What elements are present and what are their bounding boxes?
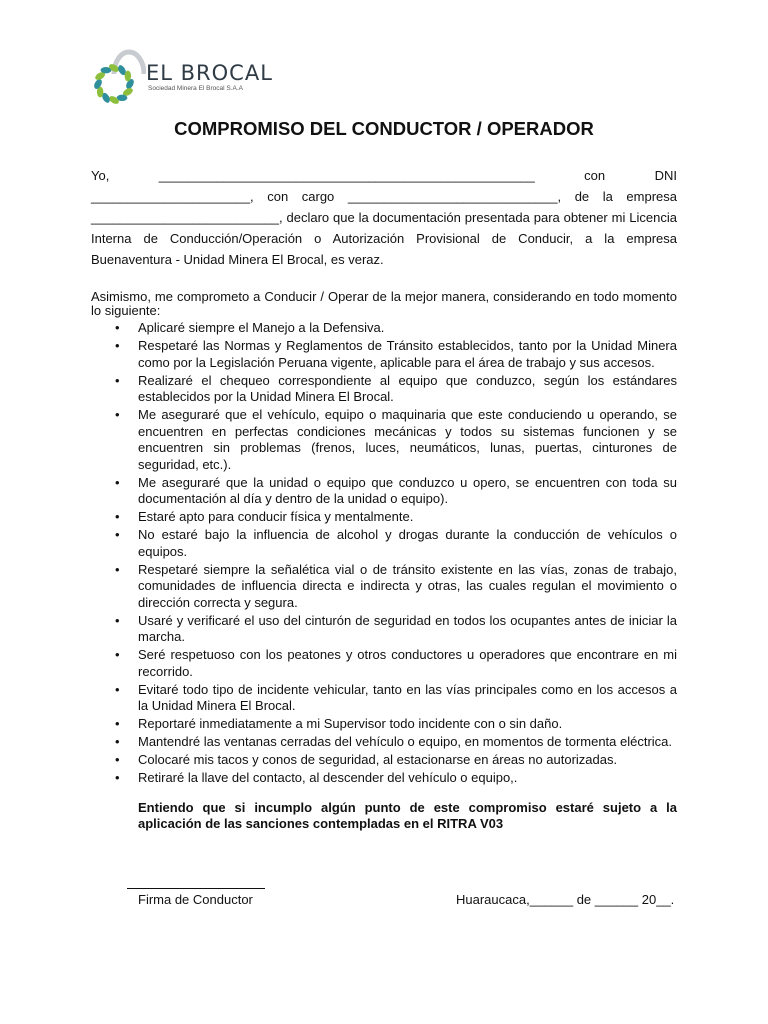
name-blank: ____________________________________________________ — [158, 168, 535, 183]
list-item: • Mantendré las ventanas cerradas del vehículo o equipo, en momentos de tormenta eléctrica. — [138, 734, 677, 751]
asimismo-paragraph: Asimismo, me comprometo a Conducir / Operar de la mejor manera, considerando en todo momento lo siguiente: — [91, 289, 677, 318]
list-item: • Respetaré las Normas y Reglamentos de Tránsito establecidos, tanto por la Unidad Minera como por la Legislación Peruana vigente, aplicable para el área de trabajo y sus accesos. — [138, 338, 677, 371]
cargo-blank: _____________________________, — [347, 189, 562, 204]
list-item: • Usaré y verificaré el uso del cinturón de seguridad en todos los ocupantes antes de iniciar la marcha. — [138, 613, 677, 646]
list-item: • Respetaré siempre la señalética vial o de tránsito existente en las vías, zonas de trabajo, comunidades de influencia directa e indirecta y otras, las cuales regulan el movimiento o dirección correcta y segura. — [138, 562, 677, 612]
commitment-list — [91, 320, 677, 787]
intro-word: DNI — [654, 168, 677, 183]
dni-blank: ______________________, — [91, 189, 254, 204]
list-item: • Seré respetuoso con los peatones y otros conductores u operadores que encontrare en mi recorrido. — [138, 647, 677, 680]
list-item: • Colocaré mis tacos y conos de seguridad, al estacionarse en áreas no autorizadas. — [138, 752, 677, 769]
brocal-emblem-icon — [90, 44, 146, 110]
intro-line-2 — [91, 186, 677, 207]
company-logo — [90, 44, 290, 110]
intro-word: Yo, — [91, 168, 110, 183]
list-item: • Reportaré inmediatamente a mi Supervisor todo incidente con o sin daño. — [138, 716, 677, 733]
logo-name: EL BROCAL — [146, 61, 273, 85]
intro-word: la — [602, 189, 613, 204]
conclusion-paragraph: Entiendo que si incumplo algún punto de este compromiso estaré sujeto a la aplicación de las sanciones contempladas en el RITRA V03 — [138, 799, 677, 831]
intro-word: empresa — [626, 189, 677, 204]
emblem-petal — [125, 71, 131, 82]
intro-word: con — [267, 189, 289, 204]
list-item: • No estaré bajo la influencia de alcohol y drogas durante la conducción de vehículos o equipos. — [138, 527, 677, 560]
page-title: COMPROMISO DEL CONDUCTOR / OPERADOR — [174, 118, 594, 139]
list-item: • Retiraré la llave del contacto, al descender del vehículo o equipo,. — [138, 770, 677, 787]
list-item: • Realizaré el chequeo correspondiente al equipo que conduzco, según los estándares establecidos por la Unidad Minera El Brocal. — [138, 373, 677, 406]
intro-paragraph — [91, 165, 677, 270]
place-date: Huaraucaca,______ de ______ 20__. — [456, 892, 675, 907]
intro-word: cargo — [301, 189, 335, 204]
intro-line-1 — [91, 165, 677, 186]
signature-line — [127, 888, 265, 889]
signature-label: Firma de Conductor — [138, 892, 253, 907]
list-item: • Me aseguraré que el vehículo, equipo o maquinaria que este conduciendo u operando, se encuentren en perfectas condiciones mecánicas y todos su sistemas funcionen y se encuentren sin problemas (frenos, luces, neumáticos, lunas, puertas, cinturones de seguridad, etc.). — [138, 407, 677, 473]
logo-subtitle: Sociedad Minera El Brocal S.A.A — [148, 85, 244, 92]
intro-word: con — [584, 168, 606, 183]
intro-word: de — [574, 189, 590, 204]
list-item: • Estaré apto para conducir física y mentalmente. — [138, 509, 677, 526]
list-item: • Aplicaré siempre el Manejo a la Defensiva. — [138, 320, 677, 337]
list-item: • Evitaré todo tipo de incidente vehicular, tanto en las vías principales como en los accesos a la Unidad Minera El Brocal. — [138, 682, 677, 715]
intro-line-3: __________________________, declaro que la documentación presentada para obtener mi Licencia Interna de Conducción/Operación o Autorización Provisional de Conducir, a la empresa Buenaventura - Unidad Minera El Brocal, es veraz. — [91, 210, 677, 267]
document-body — [91, 165, 677, 833]
list-item: • Me aseguraré que la unidad o equipo que conduzco u opero, se encuentren con toda su documentación al día y dentro de la unidad o equipo). — [138, 475, 677, 508]
